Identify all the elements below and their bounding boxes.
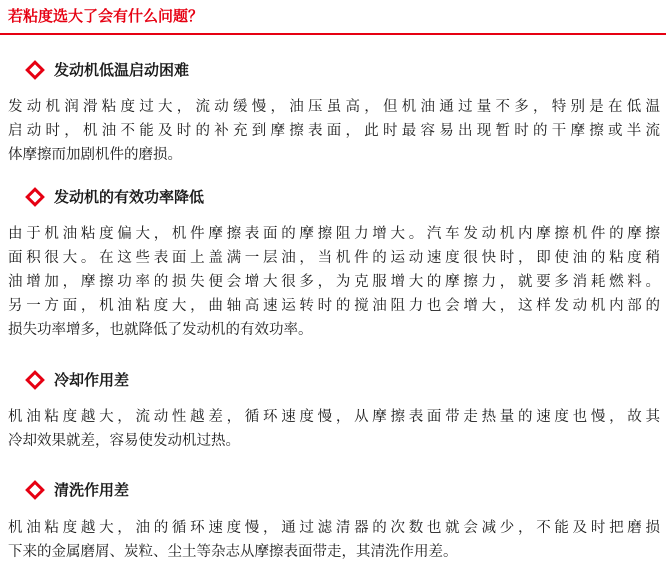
diamond-icon <box>25 480 45 500</box>
paragraph-line: 机油粘度越大，流动性越差，循环速度慢，从摩擦表面带走热量的速度也慢，故其 <box>8 409 660 425</box>
paragraph-line: 冷却效果就差，容易使发动机过热。 <box>8 433 240 449</box>
paragraph-line: 下来的金属磨屑、炭粒、尘土等杂志从摩擦表面带走，其清洗作用差。 <box>8 544 458 560</box>
paragraph-line: 油增加，摩擦功率的损失便会增大很多，为克服增大的摩擦力，就要多消耗燃料。 <box>8 274 660 290</box>
paragraph-line: 启动时，机油不能及时的补充到摩擦表面，此时最容易出现暂时的干摩擦或半流 <box>8 123 660 139</box>
section-heading-text: 发动机的有效功率降低 <box>54 188 205 206</box>
section-paragraph-cooling <box>8 405 660 453</box>
section-heading-cooling <box>24 368 129 392</box>
section-paragraph-cleaning <box>8 516 660 564</box>
paragraph-line: 发动机润滑粘度过大，流动缓慢，油压虽高，但机油通过量不多，特别是在低温 <box>8 99 660 115</box>
section-heading-text: 冷却作用差 <box>54 371 130 389</box>
section-paragraph-power-loss <box>8 222 660 342</box>
diamond-icon <box>25 60 45 80</box>
section-paragraph-cold-start <box>8 95 660 167</box>
section-heading-text: 清洗作用差 <box>54 481 130 499</box>
paragraph-line: 面积很大。在这些表面上盖满一层油，当机件的运动速度很快时，即使油的粘度稍 <box>8 250 660 266</box>
paragraph-line: 由于机油粘度偏大，机件摩擦表面的摩擦阻力增大。汽车发动机内摩擦机件的摩擦 <box>8 226 660 242</box>
section-heading-text: 发动机低温启动困难 <box>54 61 190 79</box>
diamond-icon <box>25 187 45 207</box>
title-divider <box>0 33 666 35</box>
paragraph-line: 另一方面，机油粘度大，曲轴高速运转时的搅油阻力也会增大，这样发动机内部的 <box>8 298 660 314</box>
page-title: 若粘度选大了会有什么问题？ <box>8 7 204 25</box>
section-heading-cleaning <box>24 478 129 502</box>
paragraph-line: 损失功率增多，也就降低了发动机的有效功率。 <box>8 322 313 338</box>
section-heading-cold-start <box>24 58 189 82</box>
paragraph-line: 机油粘度越大，油的循环速度慢，通过滤清器的次数也就会减少，不能及时把磨损 <box>8 520 660 536</box>
paragraph-line: 体摩擦而加剧机件的磨损。 <box>8 147 182 163</box>
section-heading-power-loss <box>24 185 204 209</box>
diamond-icon <box>25 370 45 390</box>
